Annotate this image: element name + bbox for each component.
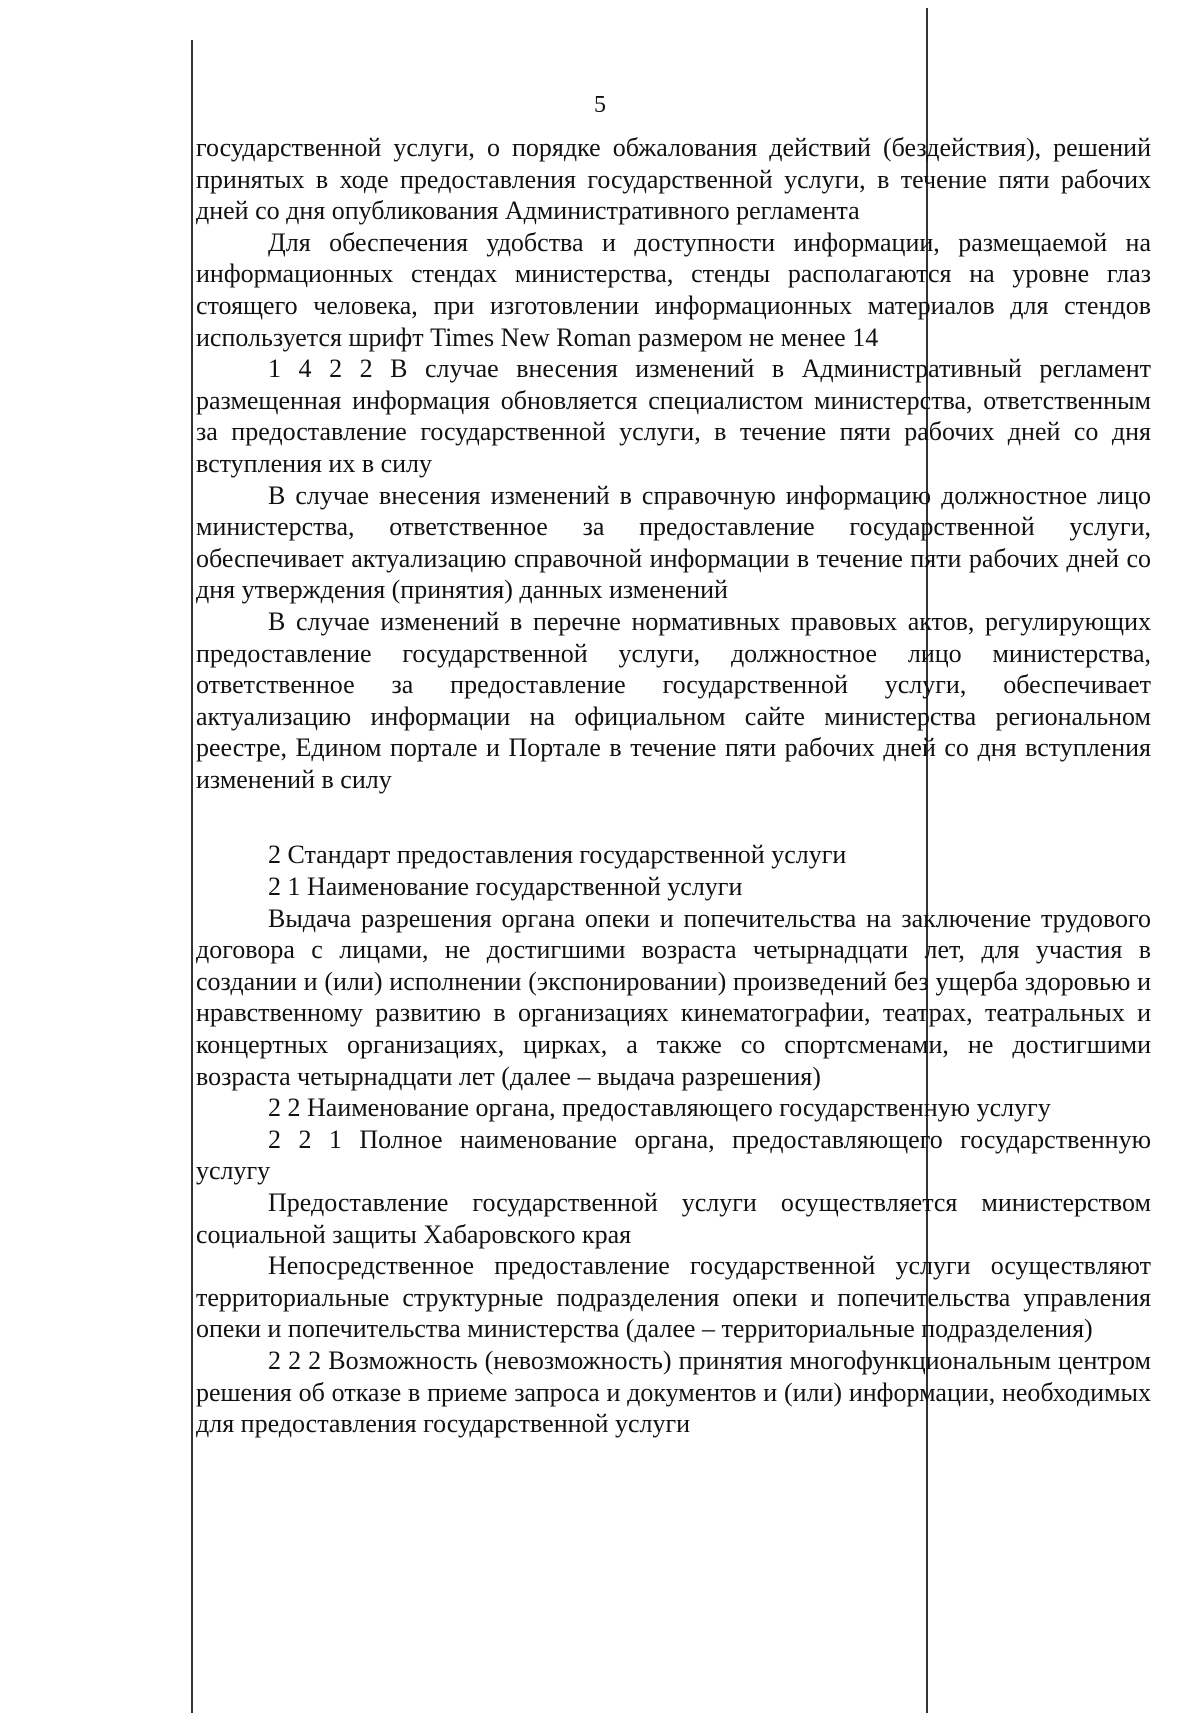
document-body (196, 132, 1151, 1440)
subsection-heading-2-2-1: 2 2 1 Полное наименование органа, предоставляющего государственную услугу (196, 1124, 1151, 1186)
paragraph-5: В случае изменений в перечне нормативных правовых актов, регулирующих предоставление государственной услуги, должностное лицо министерства, ответственное за предоставление государственной услуги, обеспечивает актуализацию информации на официальном сайте министерства региональном реестре, Едином портале и Портале в течение пяти рабочих дней со дня вступления изменений в силу (196, 606, 1151, 794)
paragraph-service-name: Выдача разрешения органа опеки и попечительства на заключение трудового договора с лицами, не достигшими возраста четырнадцати лет, для участия в создании и (или) исполнении (экспонировании) произведений без ущерба здоровью и нравственному развитию в организациях кинематографии, театрах, театральных и концертных организациях, цирках, а также со спортсменами, не достигшими возраста четырнадцати лет (далее – выдача разрешения) (196, 903, 1151, 1091)
scan-artifact-left-line (191, 40, 193, 1713)
paragraph-ministry: Предоставление государственной услуги осуществляется министерством социальной защиты Хабаровского края (196, 1188, 1151, 1249)
paragraph-territorial: Непосредственное предоставление государственной услуги осуществляют территориальные структурные подразделения опеки и попечительства управления опеки и попечительства министерства (далее – территориальные подразделения) (196, 1251, 1151, 1344)
subsection-heading-2-2-2: 2 2 2 Возможность (невозможность) принятия многофункциональным центром решения об отказе в приеме запроса и документов и (или) информации, необходимых для предоставления государственной услуги (196, 1345, 1151, 1439)
paragraph-2: Для обеспечения удобства и доступности информации, размещаемой на информационных стендах министерства, стенды располагаются на уровне глаз стоящего человека, при изготовлении информационных материалов для стендов используется шрифт Times New Roman размером не менее 14 (196, 227, 1151, 352)
paragraph-4: В случае внесения изменений в справочную информацию должностное лицо министерства, ответственное за предоставление государственной услуги, обеспечивает актуализацию справочной информации в течение пяти рабочих дней со дня утверждения (принятия) данных изменений (196, 480, 1151, 605)
section-heading-2: 2 Стандарт предоставления государственной услуги (268, 840, 847, 870)
paragraph-1: государственной услуги, о порядке обжалования действий (бездействия), решений принятых в ходе предоставления государственной услуги, в течение пяти рабочих дней со дня опубликования Административного регламента (196, 133, 1151, 226)
subsection-heading-2-2: 2 2 Наименование органа, предоставляющего государственную услугу (268, 1093, 1051, 1123)
section-gap (196, 795, 1151, 839)
subsection-heading-2-1: 2 1 Наименование государственной услуги (268, 872, 743, 902)
paragraph-3: 1 4 2 2 В случае внесения изменений в Административный регламент размещенная информация обновляется специалистом министерства, ответственным за предоставление государственной услуги, в течение пяти рабочих дней со дня вступления их в силу (196, 354, 1151, 478)
page-number: 5 (594, 92, 606, 118)
